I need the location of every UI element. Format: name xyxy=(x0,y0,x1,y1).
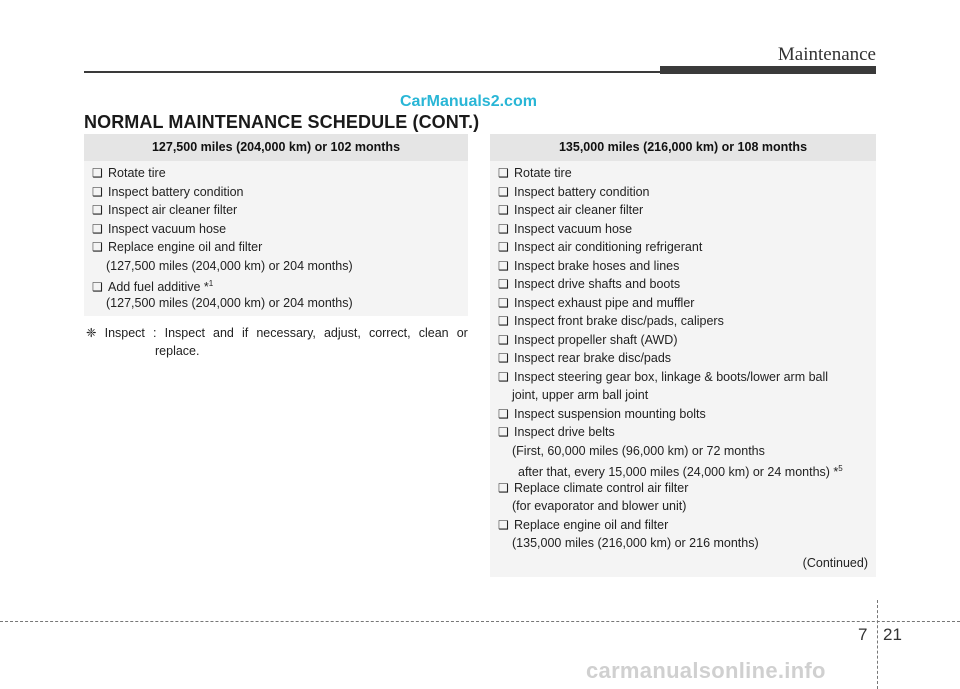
item-text: Inspect front brake disc/pads, calipers xyxy=(514,314,724,328)
checkbox-icon: ❑ xyxy=(498,406,509,421)
page-number: 21 xyxy=(883,625,902,644)
checkbox-icon: ❑ xyxy=(498,332,509,347)
watermark-bottom: carmanualsonline.info xyxy=(586,658,826,683)
item-detail: (135,000 miles (216,000 km) or 216 months) xyxy=(512,536,759,550)
section-header: Maintenance xyxy=(777,44,876,65)
schedule-heading: 135,000 miles (216,000 km) or 108 months xyxy=(490,134,876,161)
checklist-item xyxy=(498,164,868,183)
header-rule-thin xyxy=(84,71,660,73)
footnote-ref: 1 xyxy=(208,279,214,288)
page-title: NORMAL MAINTENANCE SCHEDULE (CONT.) xyxy=(84,112,480,132)
chapter-number: 7 xyxy=(858,625,868,644)
note-line-2: replace. xyxy=(155,344,200,358)
item-text: Inspect battery condition xyxy=(108,184,244,199)
checkbox-icon: ❑ xyxy=(498,351,509,365)
schedule-items xyxy=(490,161,876,579)
checklist-item xyxy=(92,201,460,220)
checkbox-icon: ❑ xyxy=(92,280,103,295)
note-word: adjust, xyxy=(323,326,361,340)
item-text: Inspect brake hoses and lines xyxy=(514,258,680,273)
note-word: and xyxy=(213,326,234,340)
checklist-item xyxy=(498,312,868,331)
item-text: Inspect drive shafts and boots xyxy=(514,277,681,291)
checklist-item xyxy=(92,275,460,294)
checklist-item xyxy=(498,423,868,442)
checkbox-icon: ❑ xyxy=(498,314,509,328)
checkbox-icon: ❑ xyxy=(498,184,509,199)
checkbox-icon: ❑ xyxy=(498,425,509,439)
item-text: Inspect propeller shaft (AWD) xyxy=(514,332,678,347)
note-icon: ❈ xyxy=(86,326,97,340)
item-text: Inspect exhaust pipe and muffler xyxy=(514,295,695,310)
item-text: Inspect rear brake disc/pads xyxy=(514,351,672,365)
schedule-box-135000 xyxy=(490,134,876,577)
note-word: necessary, xyxy=(256,326,316,340)
item-detail: joint, upper arm ball joint xyxy=(512,388,649,402)
item-text: Rotate tire xyxy=(514,166,572,180)
footer-vertical-rule xyxy=(877,600,879,689)
note-word: or xyxy=(456,326,468,340)
checklist-item xyxy=(498,294,868,313)
item-text: Inspect steering gear box, linkage & boots/lower arm ball xyxy=(514,369,829,384)
checkbox-icon: ❑ xyxy=(498,369,509,384)
item-detail: (127,500 miles (204,000 km) or 204 months) xyxy=(106,295,353,310)
checklist-item xyxy=(498,368,868,387)
checkbox-icon: ❑ xyxy=(498,203,509,217)
checkbox-icon: ❑ xyxy=(498,480,509,495)
item-text: Replace engine oil and filter xyxy=(514,517,669,532)
checkbox-icon: ❑ xyxy=(92,184,103,199)
checklist-item xyxy=(92,220,460,239)
checkbox-icon: ❑ xyxy=(92,203,103,217)
checklist-item xyxy=(92,183,460,202)
checklist-item xyxy=(498,331,868,350)
checklist-item xyxy=(498,405,868,424)
checklist-item xyxy=(92,238,460,257)
note-line-1 xyxy=(86,324,468,342)
continued-label: (Continued) xyxy=(802,555,868,570)
checklist-item xyxy=(92,164,460,183)
checkbox-icon: ❑ xyxy=(92,240,103,254)
schedule-box-127500 xyxy=(84,134,468,316)
header-rule-thick xyxy=(660,66,876,74)
checklist-item xyxy=(498,220,868,239)
checkbox-icon: ❑ xyxy=(92,166,103,180)
inspect-note xyxy=(86,324,468,360)
checkbox-icon: ❑ xyxy=(498,221,509,236)
checklist-item xyxy=(498,349,868,368)
item-text: Inspect air cleaner filter xyxy=(108,203,238,217)
checkbox-icon: ❑ xyxy=(498,240,509,254)
checkbox-icon: ❑ xyxy=(498,517,509,532)
footer-dashed-rule xyxy=(0,621,960,622)
item-text: Inspect vacuum hose xyxy=(108,221,227,236)
checklist-item xyxy=(498,516,868,535)
item-text: Inspect drive belts xyxy=(514,425,615,439)
footnote-ref: 5 xyxy=(838,464,843,473)
item-text: Inspect battery condition xyxy=(514,184,650,199)
item-detail: (First, 60,000 miles (96,000 km) or 72 months xyxy=(512,443,765,458)
checkbox-icon: ❑ xyxy=(498,258,509,273)
item-text: Rotate tire xyxy=(108,166,166,180)
checkbox-icon: ❑ xyxy=(498,166,509,180)
schedule-items xyxy=(84,161,468,318)
note-word: Inspect xyxy=(164,326,205,340)
checkbox-icon: ❑ xyxy=(92,221,103,236)
item-text: Inspect suspension mounting bolts xyxy=(514,406,706,421)
note-word: clean xyxy=(418,326,449,340)
item-detail: (for evaporator and blower unit) xyxy=(512,499,687,513)
item-detail: after that, every 15,000 miles (24,000 km) or 24 months) *$^5$ xyxy=(518,464,843,480)
checkbox-icon: ❑ xyxy=(498,295,509,310)
checklist-item xyxy=(498,201,868,220)
checklist-item xyxy=(498,479,868,498)
note-word: if xyxy=(242,326,249,340)
item-detail: (127,500 miles (204,000 km) or 204 months) xyxy=(106,258,353,273)
item-text: Inspect air conditioning refrigerant xyxy=(514,240,703,254)
item-text: Inspect air cleaner filter xyxy=(514,203,644,217)
item-text: Add fuel additive * xyxy=(108,280,209,295)
item-text: Replace engine oil and filter xyxy=(108,240,263,254)
watermark-top: CarManuals2.com xyxy=(400,93,537,110)
item-text: Inspect vacuum hose xyxy=(514,221,633,236)
checklist-item xyxy=(498,183,868,202)
checkbox-icon: ❑ xyxy=(498,277,509,291)
note-word: Inspect xyxy=(104,326,145,340)
checklist-item xyxy=(498,257,868,276)
checklist-item xyxy=(498,275,868,294)
schedule-heading: 127,500 miles (204,000 km) or 102 months xyxy=(84,134,468,161)
note-word: correct, xyxy=(368,326,411,340)
note-word: : xyxy=(153,326,157,340)
checklist-item xyxy=(498,238,868,257)
item-text: Replace climate control air filter xyxy=(514,480,689,495)
